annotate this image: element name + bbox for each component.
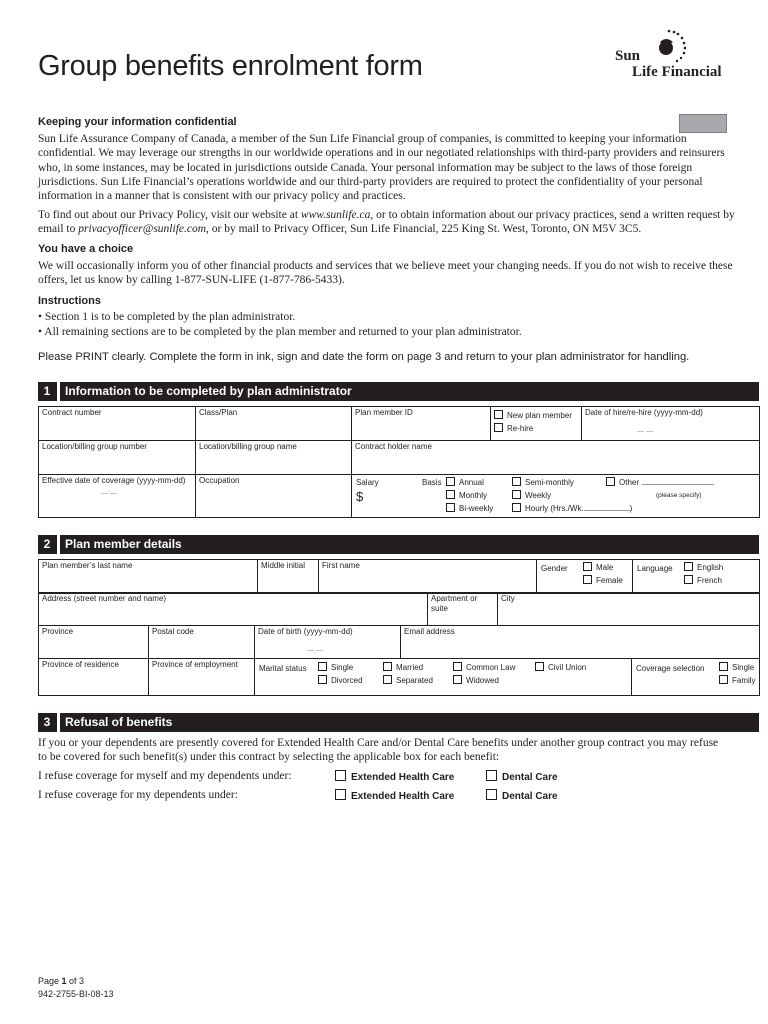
sun-life-logo — [612, 28, 742, 84]
section-number: 2 — [43, 537, 51, 551]
occupation-field[interactable]: Occupation — [196, 475, 352, 518]
biweekly-checkbox[interactable]: Bi-weekly — [446, 502, 493, 515]
other-checkbox[interactable]: Other — [606, 476, 714, 489]
apartment-field[interactable]: Apartment or suite — [428, 593, 498, 626]
page-title: Group benefits enrolment form — [38, 50, 423, 82]
section-title: Refusal of benefits — [65, 715, 173, 729]
coverage-single-checkbox[interactable]: Single — [719, 661, 756, 674]
female-checkbox[interactable]: Female — [583, 574, 623, 587]
last-name-field[interactable]: Plan member’s last name — [39, 560, 258, 594]
instructions-heading: Instructions — [38, 295, 101, 307]
section-2-header — [38, 535, 759, 554]
section-2-row-1 — [38, 559, 760, 594]
location-billing-name-field[interactable]: Location/billing group name — [196, 441, 352, 475]
form-code: 942-2755-BI-08-13 — [38, 989, 114, 999]
basis-label: Basis — [422, 478, 442, 487]
section-1-header — [38, 382, 759, 401]
civil-union-checkbox[interactable]: Civil Union — [535, 661, 586, 674]
confidential-heading: Keeping your information confidential — [38, 116, 237, 128]
french-checkbox[interactable]: French — [684, 574, 723, 587]
refuse-dependents-dental-checkbox[interactable]: Dental Care — [486, 789, 558, 802]
postal-code-field[interactable]: Postal code — [149, 626, 255, 659]
divorced-checkbox[interactable]: Divorced — [318, 674, 363, 687]
instruction-2: • All remaining sections are to be completed by the plan member and returned to your plan administrator. — [38, 326, 522, 338]
contract-number-field[interactable]: Contract number — [39, 407, 196, 441]
rehire-checkbox[interactable]: Re-hire — [494, 422, 578, 435]
semimonthly-checkbox[interactable]: Semi-monthly — [512, 476, 632, 489]
coverage-selection-label: Coverage selection — [636, 664, 705, 673]
separated-checkbox[interactable]: Separated — [383, 674, 433, 687]
privacy-url-link[interactable]: www.sunlife.ca — [300, 209, 371, 221]
section-title: Plan member details — [65, 537, 182, 551]
print-note: Please PRINT clearly. Complete the form in ink, sign and date the form on page 3 and return to your plan administrator for handling. — [38, 351, 690, 363]
male-checkbox[interactable]: Male — [583, 561, 623, 574]
refuse-self-ehc-checkbox[interactable]: Extended Health Care — [335, 770, 454, 783]
language-label: Language — [637, 564, 673, 573]
city-field[interactable]: City — [498, 593, 760, 626]
province-field[interactable]: Province — [39, 626, 149, 659]
location-billing-number-field[interactable]: Location/billing group number — [39, 441, 196, 475]
choice-heading: You have a choice — [38, 243, 134, 255]
instruction-1: • Section 1 is to be completed by the plan administrator. — [38, 311, 296, 323]
date-of-hire-field[interactable]: Date of hire/re-hire (yyyy-mm-dd) — — — [582, 407, 760, 441]
single-checkbox[interactable]: Single — [318, 661, 363, 674]
weekly-checkbox[interactable]: Weekly — [512, 489, 632, 502]
monthly-checkbox[interactable]: Monthly — [446, 489, 493, 502]
privacy-email-link[interactable]: privacyofficer@sunlife.com — [78, 223, 207, 236]
effective-date-field[interactable]: Effective date of coverage (yyyy-mm-dd) — — — [39, 475, 196, 518]
province-employment-field[interactable]: Province of employment — [149, 659, 255, 696]
section-1-table — [38, 406, 760, 518]
refuse-dependents-label: I refuse coverage for my dependents under: — [38, 789, 238, 801]
annual-checkbox[interactable]: Annual — [446, 476, 493, 489]
section-number: 1 — [43, 384, 51, 398]
married-checkbox[interactable]: Married — [383, 661, 433, 674]
hourly-checkbox[interactable]: Hourly (Hrs./Wk. ) — [512, 502, 632, 515]
english-checkbox[interactable]: English — [684, 561, 723, 574]
page-number: Page 1 of 3 — [38, 976, 85, 986]
marital-status-label: Marital status — [259, 664, 307, 673]
coverage-family-checkbox[interactable]: Family — [719, 674, 756, 687]
middle-initial-field[interactable]: Middle initial — [258, 560, 319, 594]
sun-icon — [648, 28, 688, 68]
office-use-box — [679, 114, 727, 133]
gender-label: Gender — [541, 564, 568, 573]
refuse-self-label: I refuse coverage for myself and my dependents under: — [38, 770, 292, 782]
section-3-header — [38, 713, 759, 732]
class-plan-field[interactable]: Class/Plan — [196, 407, 352, 441]
refuse-self-dental-checkbox[interactable]: Dental Care — [486, 770, 558, 783]
confidential-text: Sun Life Assurance Company of Canada, a member of the Sun Life Financial group of companies, is committed to keeping your information confidential. We may leverage our strengths in our worldwide operations and in our negotiated relationships with third-party providers and reinsurers who, in some instances, may be located in jurisdictions outside Canada. Your personal information may be subject to the laws of those foreign jurisdictions. Sun Life Financial’s operations worldwide and our third-party providers are required to protect the confidentiality of your personal information in a manner that is consistent with our privacy policy and practices. — [38, 133, 725, 203]
section-2-row-3 — [38, 625, 760, 659]
salary-dollar: $ — [356, 489, 364, 504]
plan-member-id-field[interactable]: Plan member ID — [352, 407, 491, 441]
section-number: 3 — [43, 715, 51, 729]
widowed-checkbox[interactable]: Widowed — [453, 674, 515, 687]
email-field[interactable]: Email address — [401, 626, 760, 659]
contract-holder-name-field[interactable]: Contract holder name — [352, 441, 760, 475]
choice-text: We will occasionally inform you of other financial products and services that we believe meet your changing needs. If you do not wish to receive these offers, let us know by calling 1-877-SUN-LIFE (1-877-786-5433). — [38, 260, 733, 287]
please-specify-label: (please specify) — [656, 492, 702, 499]
salary-label: Salary — [356, 478, 379, 487]
first-name-field[interactable]: First name — [319, 560, 537, 594]
dob-field[interactable]: Date of birth (yyyy-mm-dd) — — — [255, 626, 401, 659]
refusal-intro: If you or your dependents are presently covered for Extended Health Care and/or Dental Care benefits under another group contract you may refuse to be covered for such benefit(s) under this contract by selecting the applicable box for each benefit: — [38, 737, 719, 764]
province-residence-field[interactable]: Province of residence — [39, 659, 149, 696]
privacy-text: To find out about our Privacy Policy, visit our website at www.sunlife.ca, or to obtain information about our privacy practices, send a written request by email to privacyofficer@sunlife.com, or by mail to Privacy Officer, Sun Life Financial, 225 King St. West, Toronto, ON M5V 3C5. — [38, 209, 735, 236]
refuse-dependents-ehc-checkbox[interactable]: Extended Health Care — [335, 789, 454, 802]
common-law-checkbox[interactable]: Common Law — [453, 661, 515, 674]
address-field[interactable]: Address (street number and name) — [39, 593, 428, 626]
section-title: Information to be completed by plan administrator — [65, 384, 352, 398]
section-2-row-4 — [38, 658, 760, 696]
logo-text-sun: Sun — [615, 48, 641, 64]
section-2-row-2 — [38, 592, 760, 626]
logo-text-life-financial: Life Financial — [632, 64, 722, 80]
new-plan-member-checkbox[interactable]: New plan member — [494, 409, 578, 422]
